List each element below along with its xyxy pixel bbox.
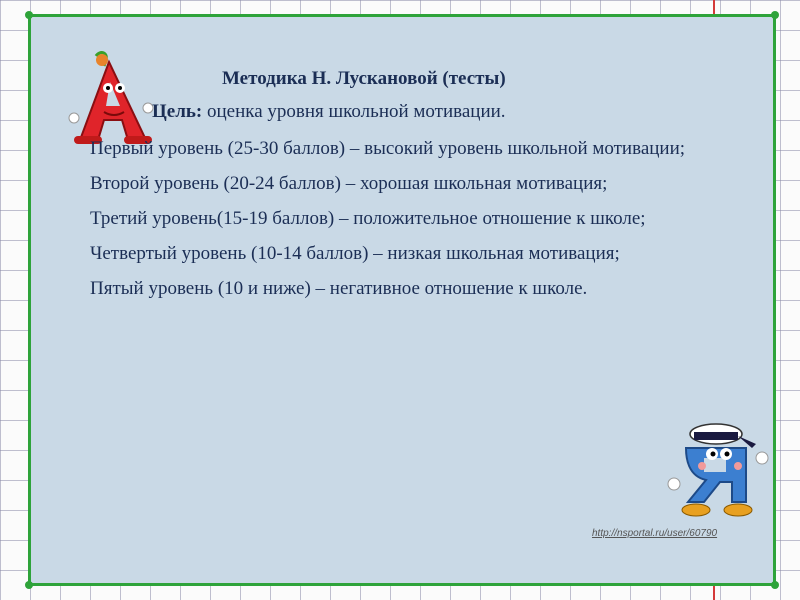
letter-ya-sailor-character-icon (664, 418, 774, 526)
slide-content (90, 64, 710, 309)
source-link[interactable]: http://nsportal.ru/user/60790 (592, 528, 718, 539)
level-item: Второй уровень (20-24 баллов) – хорошая школьная мотивация; (90, 173, 608, 194)
level-item: Первый уровень (25-30 баллов) – высокий уровень школьной мотивации; (90, 138, 686, 159)
frame-corner-dot (771, 581, 779, 589)
slide-title: Методика Н. Лускановой (тесты) (222, 68, 506, 89)
goal-label: Цель: (152, 101, 203, 122)
frame-corner-dot (771, 11, 779, 19)
level-item: Четвертый уровень (10-14 баллов) – низкая школьная мотивация; (90, 243, 620, 264)
level-item: Пятый уровень (10 и ниже) – негативное отношение к школе. (90, 278, 588, 299)
frame-corner-dot (25, 11, 33, 19)
level-item: Третий уровень(15-19 баллов) – положительное отношение к школе; (90, 208, 646, 229)
frame-corner-dot (25, 581, 33, 589)
goal-text: оценка уровня школьной мотивации. (202, 101, 506, 122)
goal-line (152, 97, 710, 126)
